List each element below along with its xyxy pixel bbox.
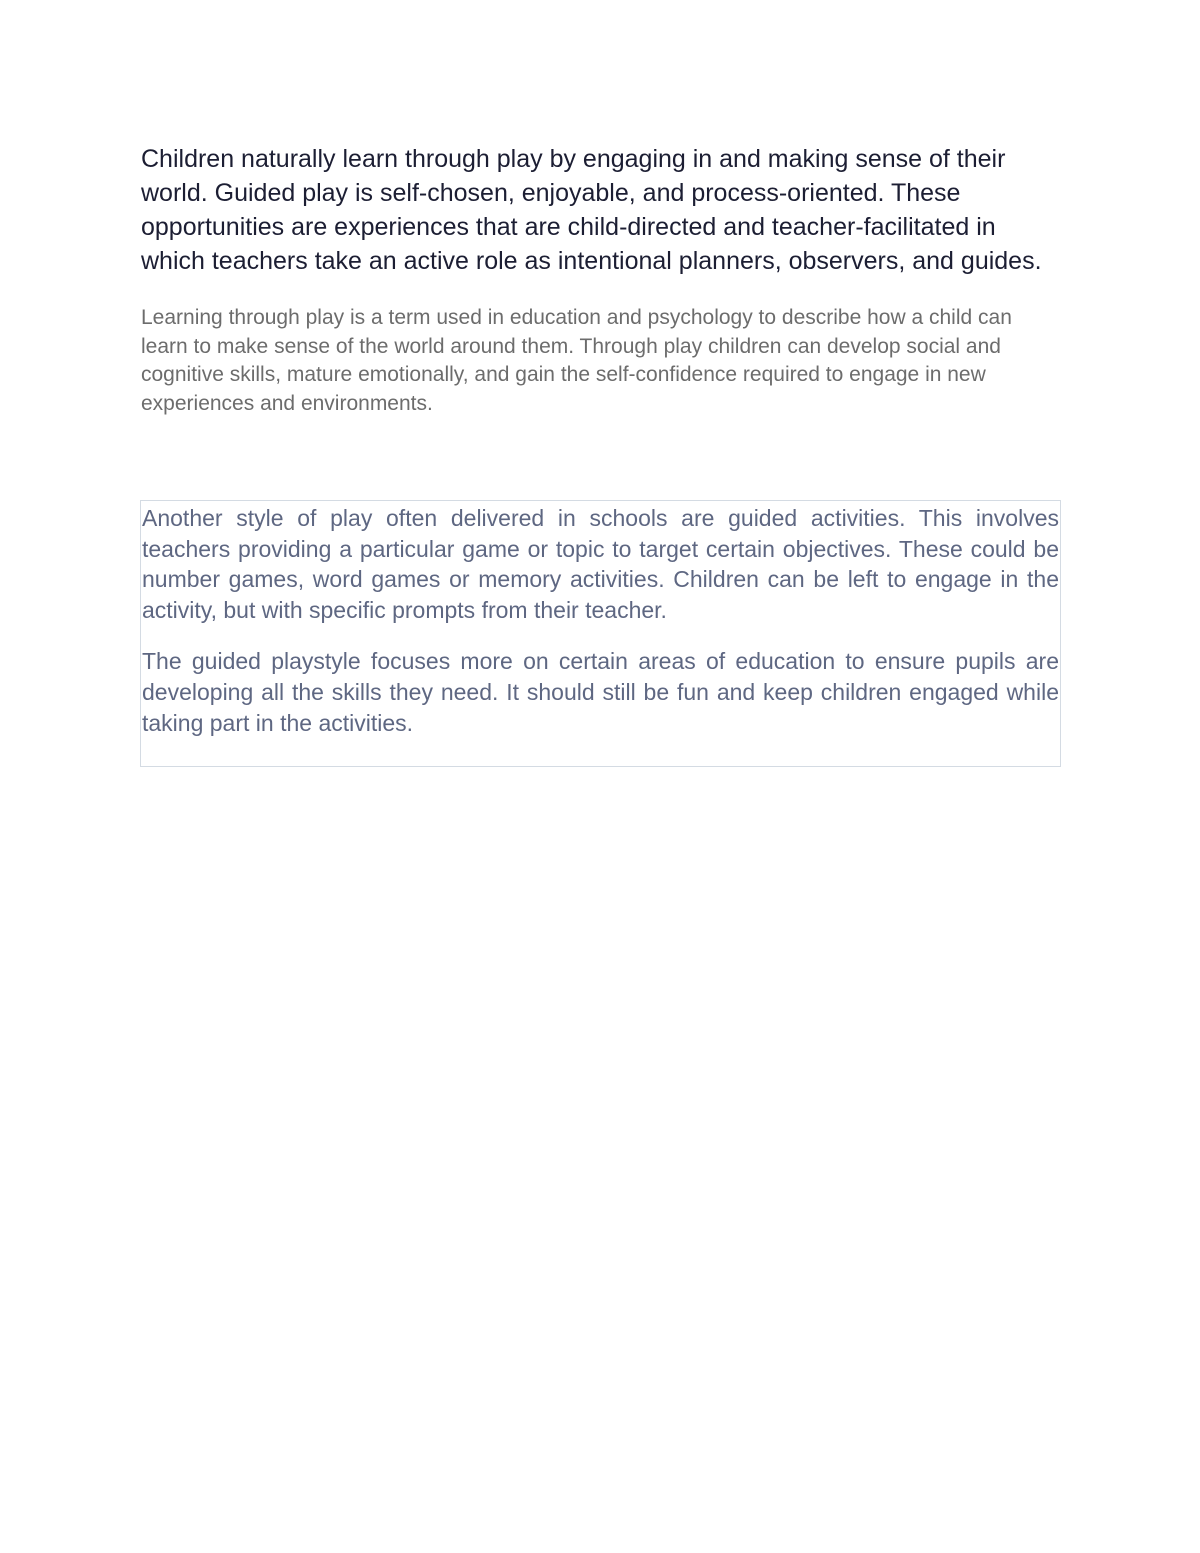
lead-paragraph: Children naturally learn through play by engaging in and making sense of their world. Guided play is self-chosen, enjoyable, and process-oriented. These opportunities are experiences that are child-directed and teacher-facilitated in which teachers take an active role as intentional planners, observers, and guides. <box>141 145 1042 275</box>
body-paragraph: Learning through play is a term used in education and psychology to describe how a child can learn to make sense of the world around them. Through play children can develop social and cognitive skills, mature emotionally, and gain the self-confidence required to engage in new experiences and environments. <box>141 306 1012 415</box>
document-content <box>141 142 1061 418</box>
guided-play-text-box <box>140 500 1061 767</box>
boxed-paragraph-1: Another style of play often delivered in schools are guided activities. This involves teachers providing a particular game or topic to target certain objectives. These could be number games, word games or memory activities. Children can be left to engage in the activity, but with specific prompts from their teacher. <box>142 505 1059 623</box>
boxed-paragraph-2: The guided playstyle focuses more on certain areas of education to ensure pupils are developing all the skills they need. It should still be fun and keep children engaged while taking part in the activities. <box>142 648 1059 736</box>
